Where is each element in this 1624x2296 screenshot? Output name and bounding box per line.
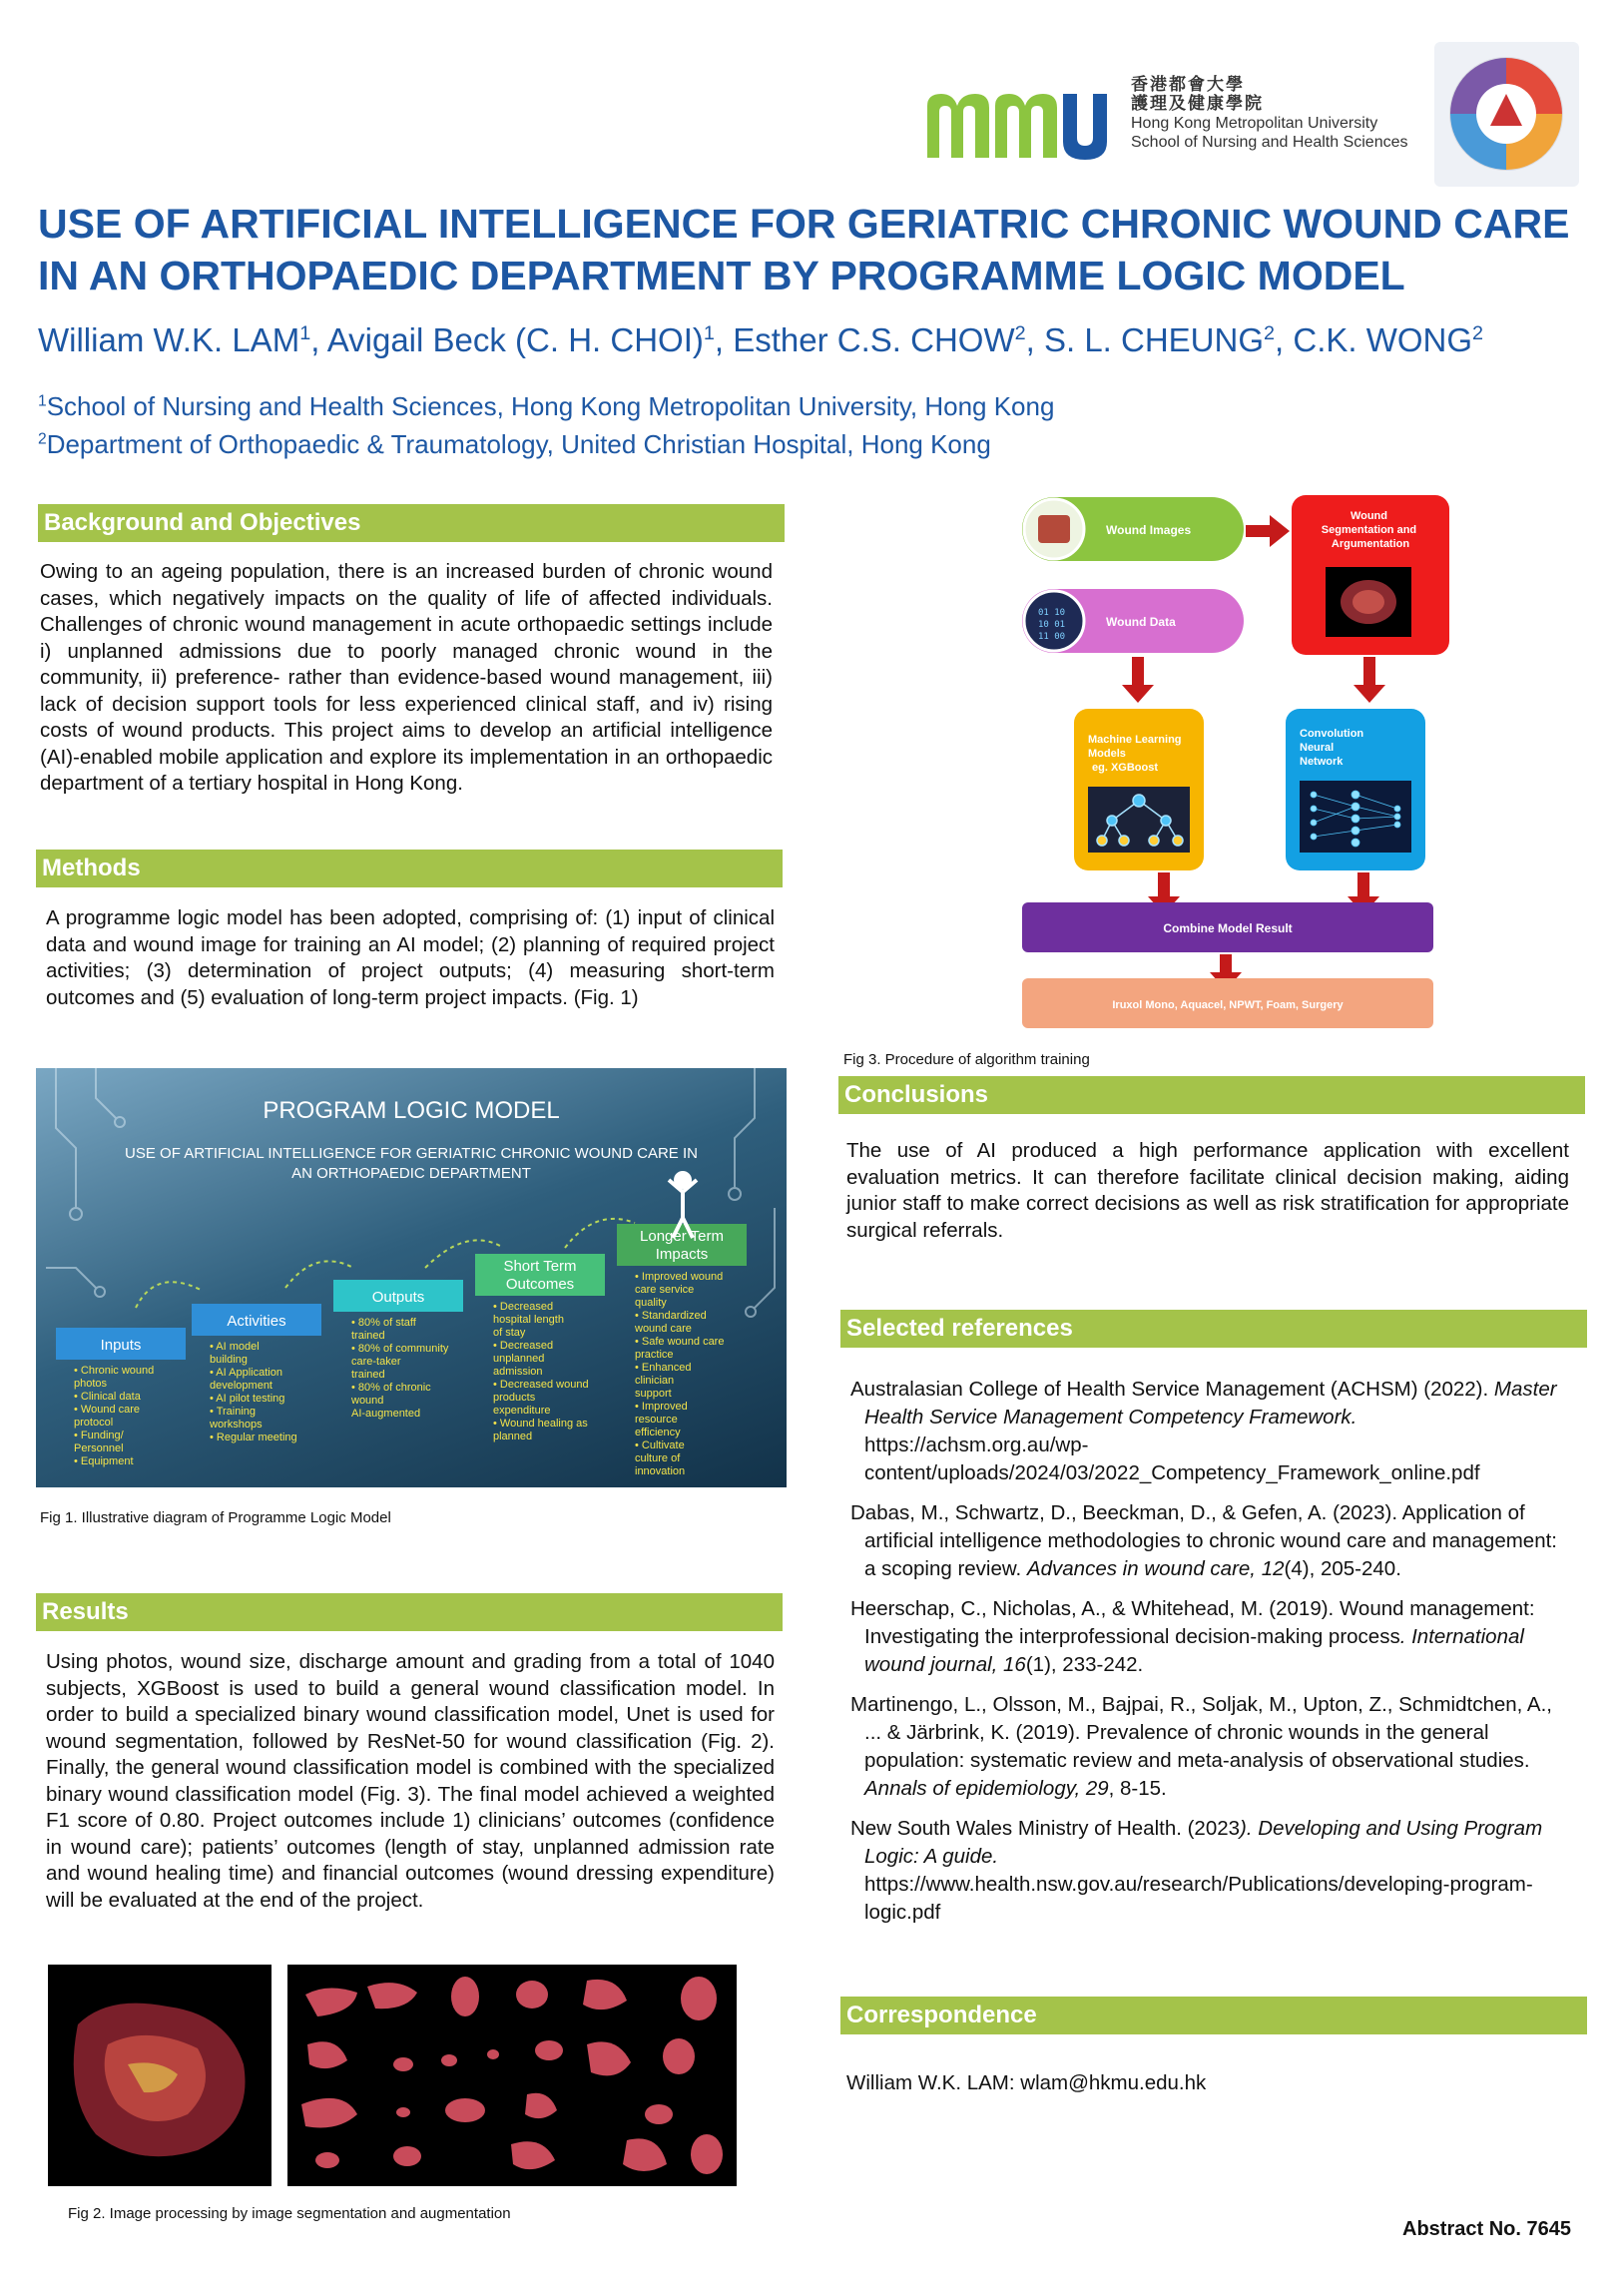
- logic-col-item: • Enhanced: [635, 1362, 692, 1374]
- fig1-caption: Fig 1. Illustrative diagram of Programme Logic Model: [40, 1509, 391, 1526]
- augmented-wound-images: [287, 1965, 737, 2186]
- logic-col-item: expenditure: [493, 1405, 551, 1417]
- affiliation-num: 2: [38, 430, 47, 448]
- logic-col-item: • AI model: [210, 1341, 260, 1353]
- event-logo: [1434, 42, 1579, 187]
- logic-col-item: • Chronic wound: [74, 1365, 155, 1377]
- output-label: Iruxol Mono, Aquacel, NPWT, Foam, Surgery: [1112, 999, 1344, 1011]
- logic-col-item: • Decreased wound: [493, 1379, 589, 1391]
- logic-model-title: PROGRAM LOGIC MODEL: [263, 1097, 560, 1124]
- svg-text:01 10: 01 10: [1038, 608, 1066, 618]
- hkmu-logo: [923, 72, 1113, 162]
- logic-col-header: Impacts: [655, 1246, 709, 1263]
- author-affil: 1: [299, 322, 311, 344]
- logic-col-item: • Decreased: [493, 1340, 554, 1352]
- logic-col-item: clinician: [635, 1375, 675, 1387]
- logic-col-item: support: [635, 1388, 672, 1400]
- ref-text: Dabas, M., Schwartz, D., Beeckman, D., & Gefen, A. (2023). Application of artificial intelligence methodologies to chronic wound care and management: a scoping review.: [850, 1501, 1557, 1580]
- affiliation-2: [38, 429, 991, 460]
- affiliation-1: [38, 391, 1054, 422]
- author-name: Esther C.S. CHOW: [733, 321, 1015, 358]
- logic-col-item: • Equipment: [74, 1455, 134, 1467]
- logic-col-item: • Clinical data: [74, 1391, 141, 1403]
- reference-item: [850, 1499, 1573, 1583]
- logic-col-item: protocol: [74, 1417, 114, 1429]
- logic-col-item: wound care: [635, 1323, 692, 1335]
- logo-zh-line-1: 香港都會大學: [1131, 75, 1245, 95]
- logic-col-item: care service: [635, 1284, 695, 1296]
- ref-text: Australasian College of Health Service Management (ACHSM) (2022).: [850, 1378, 1494, 1401]
- affiliation-text: Department of Orthopaedic & Traumatology, United Christian Hospital, Hong Kong: [46, 429, 991, 459]
- correspondence-heading: Correspondence: [840, 1997, 1587, 2034]
- wound-images-label: Wound Images: [1106, 523, 1192, 537]
- logic-col-item: • Regular meeting: [210, 1432, 297, 1443]
- logic-col-item: • Funding/: [74, 1430, 124, 1441]
- combine-label: Combine Model Result: [1163, 921, 1293, 935]
- references-heading: Selected references: [840, 1310, 1587, 1348]
- logic-col-item: planned: [493, 1431, 533, 1442]
- svg-text:11 00: 11 00: [1038, 632, 1066, 642]
- ref-italic: Advances in wound care, 12: [1026, 1557, 1285, 1580]
- ref-text: Heerschap, C., Nicholas, A., & Whitehead, M. (2019). Wound management: Investigating the interprofessional decision-making process: [850, 1597, 1535, 1648]
- logic-col-item: • 80% of chronic: [351, 1382, 431, 1394]
- ref-italic: ). Developing and Using Program Logic: A guide.: [864, 1817, 1543, 1868]
- author-name: Avigail Beck (C. H. CHOI): [326, 321, 704, 358]
- logic-col-item: • Decreased: [493, 1301, 554, 1313]
- logic-col-item: innovation: [635, 1465, 686, 1477]
- poster-title: USE OF ARTIFICIAL INTELLIGENCE FOR GERIATRIC CHRONIC WOUND CARE IN AN ORTHOPAEDIC DEPARTMENT BY PROGRAMME LOGIC MODEL: [38, 201, 1570, 298]
- author-name: William W.K. LAM: [38, 321, 300, 358]
- logic-col-item: products: [493, 1392, 536, 1404]
- hkmu-logo-text: [1131, 76, 1408, 152]
- logic-col-item: • Cultivate: [635, 1439, 685, 1451]
- seg-line-3: Argumentation: [1331, 538, 1410, 550]
- correspondence-text: William W.K. LAM: wlam@hkmu.edu.hk: [846, 2071, 1207, 2094]
- cnn-line-2: Neural: [1300, 742, 1335, 754]
- program-logic-model-figure: [36, 1068, 787, 1487]
- arrow-down: [1122, 657, 1154, 703]
- logic-col-item: • Standardized: [635, 1310, 707, 1322]
- reference-item: [850, 1815, 1573, 1927]
- logic-col-item: of stay: [493, 1327, 526, 1339]
- logic-col-item: resource: [635, 1414, 678, 1426]
- results-text: Using photos, wound size, discharge amount and grading from a total of 1040 subjects, XGBoost is used to build a general wound classification model. In order to build a specialized binary wound classification model, Unet is used for wound segmentation, followed by ResNet-50 for wound classification (Fig. 2). Finally, the general wound classification model is combined with the specialized binary wound classification model (Fig. 3). The final model achieved a weighted F1 score of 0.80. Project outcomes include 1) clinicians’ outcomes (confidence in wound care); patients’ outcomes (length of stay, unplanned admission rate and wound healing time) and financial outcomes (wound dressing expenditure) will be evaluated at the end of the project.: [46, 1650, 775, 1912]
- logic-model-subtitle-1: USE OF ARTIFICIAL INTELLIGENCE FOR GERIATRIC CHRONIC WOUND CARE IN: [125, 1145, 698, 1162]
- logic-col-item: AI-augmented: [351, 1408, 421, 1420]
- ref-italic: Annals of epidemiology, 29: [864, 1777, 1109, 1800]
- logic-col-item: • Wound healing as: [493, 1418, 588, 1430]
- affiliation-text: School of Nursing and Health Sciences, Hong Kong Metropolitan University, Hong Kong: [46, 391, 1055, 421]
- wound-data-label: Wound Data: [1106, 615, 1176, 629]
- logic-model-subtitle-2: AN ORTHOPAEDIC DEPARTMENT: [291, 1165, 531, 1182]
- ref-text: New South Wales Ministry of Health. (2023: [850, 1817, 1241, 1840]
- conclusions-heading: Conclusions: [838, 1076, 1585, 1114]
- segmented-wound-image: [48, 1965, 271, 2186]
- logic-col-item: quality: [635, 1297, 667, 1309]
- ref-text: , 8-15.: [1108, 1777, 1167, 1800]
- logic-col-header: Inputs: [100, 1337, 142, 1354]
- arrow-right: [1246, 515, 1290, 547]
- results-heading: Results: [36, 1593, 783, 1631]
- logic-col-item: • Improved: [635, 1401, 688, 1413]
- logic-col-item: unplanned: [493, 1353, 545, 1365]
- ref-text: Martinengo, L., Olsson, M., Bajpai, R., Soljak, M., Upton, Z., Schmidtchen, A., ... & Järbrink, K. (2019). Prevalence of chronic wounds in the general population: systematic review and meta-analysis of observational studies.: [850, 1693, 1552, 1772]
- ml-line-3: eg. XGBoost: [1092, 762, 1159, 774]
- logic-col-item: development: [210, 1380, 272, 1392]
- author-list: William W.K. LAM$^1$, Avigail Beck (C. H. CHOI)$^1$, Esther C.S. CHOW$^2$, S. L. CHEUNG$^2$, C.K. WONG$^2$: [38, 321, 1484, 358]
- logic-col-item: wound: [351, 1395, 384, 1407]
- ref-text: https://www.health.nsw.gov.au/research/Publications/developing-program-logic.pdf: [864, 1873, 1533, 1924]
- ref-italic: . International wound journal, 16: [864, 1625, 1524, 1676]
- logic-col-item: efficiency: [635, 1427, 681, 1438]
- logic-col-item: • Improved wound: [635, 1271, 724, 1283]
- logic-col-item: • Wound care: [74, 1404, 141, 1416]
- logic-col-item: hospital length: [493, 1314, 564, 1326]
- logic-col-item: admission: [493, 1366, 543, 1378]
- logic-col-item: practice: [635, 1349, 674, 1361]
- reference-item: [850, 1595, 1573, 1679]
- ml-line-2: Models: [1088, 748, 1126, 760]
- ref-italic: Master Health Service Management Competency Framework.: [864, 1378, 1557, 1429]
- fig3-caption: Fig 3. Procedure of algorithm training: [843, 1051, 1090, 1068]
- author-name: S. L. CHEUNG: [1043, 321, 1265, 358]
- event-badge-icon: [1434, 42, 1579, 187]
- logic-col-header: Short Term: [503, 1258, 577, 1275]
- cnn-line-1: Convolution: [1300, 728, 1364, 740]
- reference-item: [850, 1376, 1573, 1487]
- logic-col-item: • 80% of community: [351, 1343, 449, 1355]
- logic-col-item: • Safe wound care: [635, 1336, 725, 1348]
- logic-col-header: Outcomes: [505, 1276, 575, 1293]
- reference-item: [850, 1691, 1573, 1803]
- reference-list: [850, 1376, 1573, 1939]
- author-affil: 1: [703, 322, 715, 344]
- logic-col-item: trained: [351, 1369, 385, 1381]
- logic-col-item: • AI Application: [210, 1367, 282, 1379]
- background-heading: Background and Objectives: [38, 504, 785, 542]
- ref-text: (4), 205-240.: [1284, 1557, 1401, 1580]
- seg-line-1: Wound: [1350, 510, 1387, 522]
- abstract-number: Abstract No. 7645: [1402, 2218, 1571, 2240]
- logic-col-item: building: [210, 1354, 248, 1366]
- logic-model-diagram: [36, 1068, 787, 1487]
- logic-col-item: trained: [351, 1330, 385, 1342]
- logic-col-header: Activities: [227, 1313, 286, 1330]
- logic-col-item: culture of: [635, 1452, 681, 1464]
- logic-col-item: • Training: [210, 1406, 257, 1418]
- logic-col-header: Longer Term: [640, 1228, 724, 1245]
- author-name: C.K. WONG: [1293, 321, 1473, 358]
- logic-col-header: Outputs: [371, 1289, 425, 1306]
- logic-col-item: • 80% of staff: [351, 1317, 416, 1329]
- author-affil: 2: [1014, 322, 1026, 344]
- logo-en-line-2: School of Nursing and Health Sciences: [1131, 134, 1408, 151]
- algorithm-flowchart: [1008, 489, 1457, 1038]
- ref-text: https://achsm.org.au/wp-content/uploads/2024/03/2022_Competency_Framework_online.pdf: [864, 1434, 1480, 1484]
- seg-line-2: Segmentation and: [1321, 524, 1417, 536]
- methods-text: A programme logic model has been adopted, comprising of: (1) input of clinical data and wound image for training an AI model; (2) planning of required project activities; (3) determination of project outputs; (4) measuring short-term outcomes and (5) evaluation of long-term project impacts. (Fig. 1): [46, 906, 775, 1009]
- conclusions-text: The use of AI produced a high performance application with excellent evaluation metrics. It can therefore facilitate clinical decision making, aiding junior staff to make correct decisions as well as risk stratification for appropriate surgical referrals.: [846, 1139, 1569, 1242]
- background-text: Owing to an ageing population, there is an increased burden of chronic wound cases, which negatively impacts on the quality of life of affected individuals. Challenges of chronic wound management in acute orthopaedic settings include i) unplanned admissions due to poorly managed chronic wound in the community, ii) preference- rather than evidence-based wound management, iii) lack of decision support tools for less experienced clinical staff, and iv) rising costs of wound products. This project aims to develop an artificial intelligence (AI)-enabled mobile application and explore its implementation in an orthopaedic department of a tertiary hospital in Hong Kong.: [40, 560, 773, 795]
- author-affil: 2: [1264, 322, 1276, 344]
- logic-col-item: Personnel: [74, 1442, 124, 1454]
- cnn-line-3: Network: [1300, 756, 1344, 768]
- logic-col-item: care-taker: [351, 1356, 401, 1368]
- logic-model-columns: [56, 1224, 747, 1477]
- logo-en-line-1: Hong Kong Metropolitan University: [1131, 115, 1378, 132]
- logic-col-item: • AI pilot testing: [210, 1393, 285, 1405]
- ref-text: (1), 233-242.: [1025, 1653, 1144, 1676]
- logo-zh-line-2: 護理及健康學院: [1131, 94, 1264, 114]
- logic-col-item: workshops: [210, 1419, 263, 1431]
- affiliation-num: 1: [38, 392, 47, 410]
- arrow-down: [1353, 657, 1385, 703]
- svg-text:10 01: 10 01: [1038, 620, 1066, 630]
- ml-line-1: Machine Learning: [1088, 734, 1182, 746]
- methods-heading: Methods: [36, 850, 783, 887]
- logic-col-item: photos: [74, 1378, 108, 1390]
- author-affil: 2: [1472, 322, 1484, 344]
- fig2-caption: Fig 2. Image processing by image segmentation and augmentation: [68, 2205, 511, 2222]
